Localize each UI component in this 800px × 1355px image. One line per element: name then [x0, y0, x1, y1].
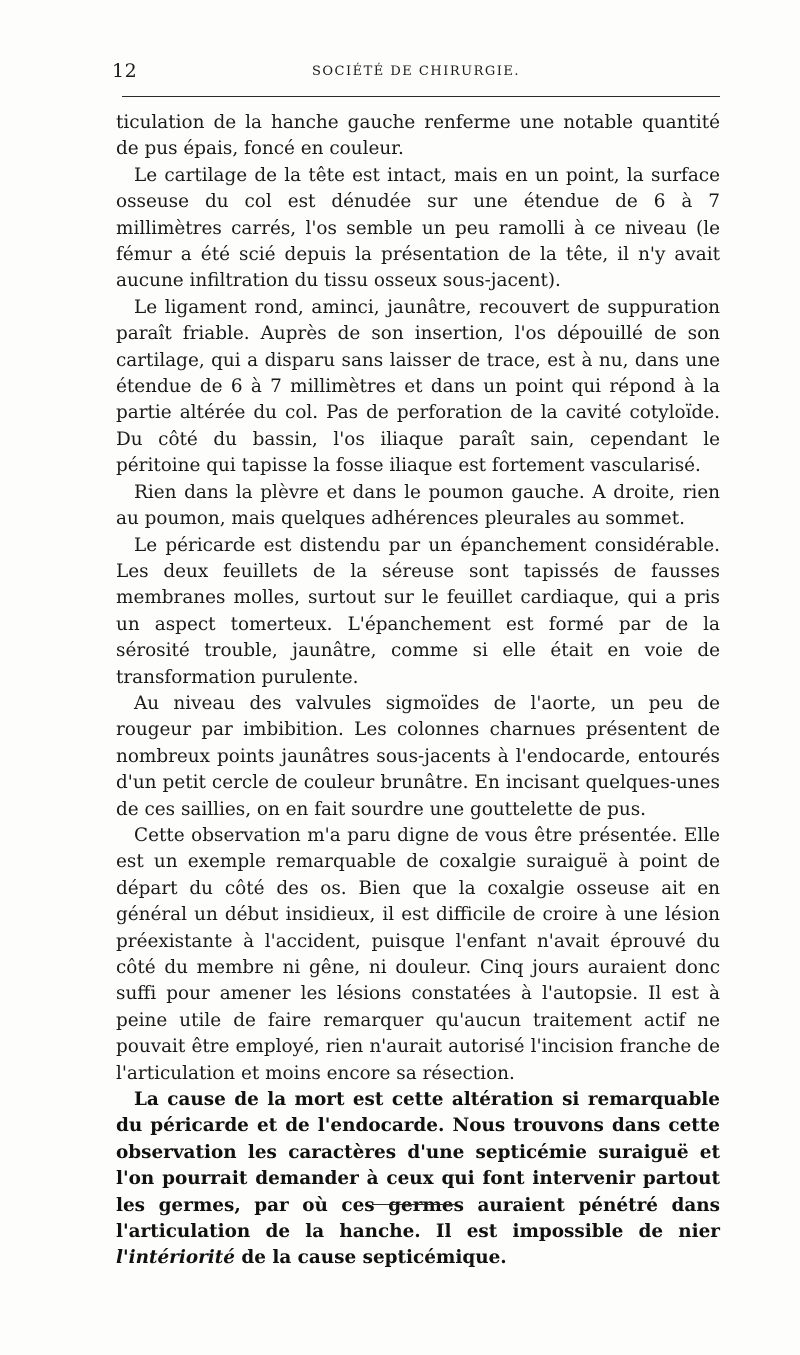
running-head: SOCIÉTÉ DE CHIRURGIE.	[311, 64, 521, 79]
paragraph-valvules	[116, 691, 720, 823]
paragraph-text: Rien dans la plèvre et dans le poumon gauche. A droite, rien au poumon, mais quelques adhérences pleurales au sommet.	[116, 481, 720, 530]
paragraph-conclusion	[116, 1087, 720, 1272]
body-text	[116, 110, 720, 1272]
header-rule	[122, 96, 720, 97]
paragraph-text-end: de la cause septicémique.	[234, 1247, 507, 1269]
paragraph-text: Cette observation m'a paru digne de vous être présentée. Elle est un exemple remarquable de coxalgie suraiguë à point de départ du côté des os. Bien que la coxalgie osseuse ait en général un début insidieux, il est difficile de croire à une lésion préexistante à l'accident, puisque l'enfant n'avait éprouvé du côté du membre ni gêne, ni douleur. Cinq jours auraient donc suffi pour amener les lésions constatées à l'autopsie. Il est à peine utile de faire remarquer qu'aucun traitement actif ne pouvait être employé, rien n'aurait autorisé l'incision franche de l'articulation et moins encore sa résection.	[116, 824, 720, 1084]
paragraph-text: Le péricarde est distendu par un épanchement considérable. Les deux feuillets de la séreuse sont tapissés de fausses membranes molles, surtout sur le feuillet cardiaque, qui a pris un aspect tomerteux. L'épanchement est formé par de la sérosité trouble, jaunâtre, comme si elle était en voie de transformation purulente.	[116, 534, 720, 688]
paragraph-text: Le cartilage de la tête est intact, mais en un point, la surface osseuse du col est dénudée sur une étendue de 6 à 7 millimètres carrés, l'os semble un peu ramolli à ce niveau (le fémur a été scié depuis la présentation de la tête, il n'y avait aucune infiltration du tissu osseux sous-jacent).	[116, 164, 720, 292]
paragraph-continuation: ticulation de la hanche gauche renferme une notable quantité de pus épais, foncé en couleur.	[116, 112, 720, 160]
paragraph-text: La cause de la mort est cette altération si remarquable du péricarde et de l'endocarde. Nous trouvons dans cette observation les caractères d'une septicémie suraiguë et l'on pourrait demander à ceux qui font intervenir partout les germes, par où ces germes auraient pénétré dans l'articulation de la hanche. Il est impossible de nier	[116, 1089, 720, 1243]
paragraph-pericarde	[116, 533, 720, 691]
page-number: 12	[112, 60, 138, 82]
paragraph-text: Le ligament rond, aminci, jaunâtre, recouvert de suppuration paraît friable. Auprès de son insertion, l'os dépouillé de son cartilage, qui a disparu sans laisser de trace, est à nu, dans une étendue de 6 à 7 millimètres et dans un point qui répond à la partie altérée du col. Pas de perforation de la cavité cotyloïde. Du côté du bassin, l'os iliaque paraît sain, cependant le péritoine qui tapisse la fosse iliaque est fortement vascularisé.	[116, 296, 720, 477]
italic-term: l'intériorité	[116, 1247, 235, 1269]
end-rule	[372, 1204, 456, 1205]
paragraph-ligament	[116, 295, 720, 480]
paragraph-plevre	[116, 480, 720, 533]
paragraph-text: Au niveau des valvules sigmoïdes de l'aorte, un peu de rougeur par imbibition. Les colonnes charnues présentent de nombreux points jaunâtres sous-jacents à l'endocarde, entourés d'un petit cercle de couleur brunâtre. En incisant quelques-unes de ces saillies, on en fait sourdre une gouttelette de pus.	[116, 692, 720, 820]
paragraph-cartilage	[116, 163, 720, 295]
paragraph-observation	[116, 823, 720, 1087]
page-header	[112, 60, 720, 88]
